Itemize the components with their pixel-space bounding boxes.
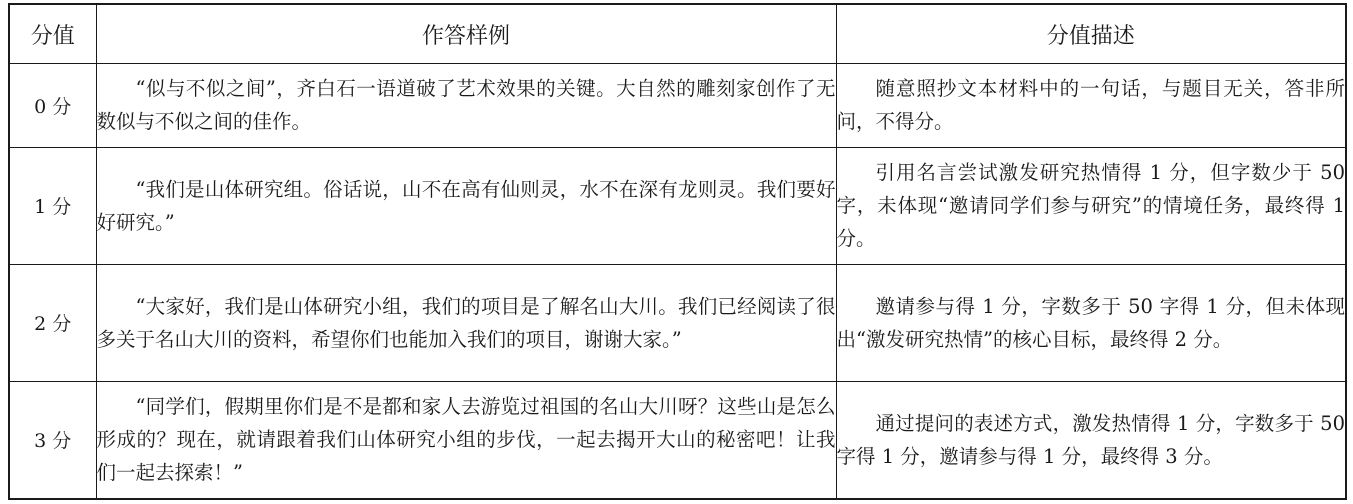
example-cell: “我们是山体研究组。俗话说，山不在高有仙则灵，水不在深有龙则灵。我们要好好研究。” [96,147,836,264]
score-cell: 3 分 [9,381,96,499]
example-cell: “似与不似之间”，齐白石一语道破了艺术效果的关键。大自然的雕刻家创作了无数似与不似之间的佳作。 [96,64,836,148]
table-row [9,147,1346,264]
header-example: 作答样例 [96,4,836,64]
score-cell: 0 分 [9,64,96,148]
score-cell: 2 分 [9,264,96,381]
table-row [9,381,1346,499]
header-description: 分值描述 [836,4,1346,64]
score-cell: 1 分 [9,147,96,264]
table-row [9,64,1346,148]
header-score: 分值 [9,4,96,64]
description-cell: 通过提问的表述方式，激发热情得 1 分，字数多于 50 字得 1 分，邀请参与得 1 分，最终得 3 分。 [836,381,1346,499]
example-cell: “同学们，假期里你们是不是都和家人去游览过祖国的名山大川呀？这些山是怎么形成的？现在，就请跟着我们山体研究小组的步伐，一起去揭开大山的秘密吧！让我们一起去探索！” [96,381,836,499]
scoring-rubric-table [8,3,1347,500]
table-row [9,264,1346,381]
description-cell: 随意照抄文本材料中的一句话，与题目无关，答非所问，不得分。 [836,64,1346,148]
description-cell: 邀请参与得 1 分，字数多于 50 字得 1 分，但未体现出“激发研究热情”的核心目标，最终得 2 分。 [836,264,1346,381]
example-cell: “大家好，我们是山体研究小组，我们的项目是了解名山大川。我们已经阅读了很多关于名山大川的资料，希望你们也能加入我们的项目，谢谢大家。” [96,264,836,381]
description-cell: 引用名言尝试激发研究热情得 1 分，但字数少于 50 字，未体现“邀请同学们参与研究”的情境任务，最终得 1 分。 [836,147,1346,264]
header-row [9,4,1346,64]
